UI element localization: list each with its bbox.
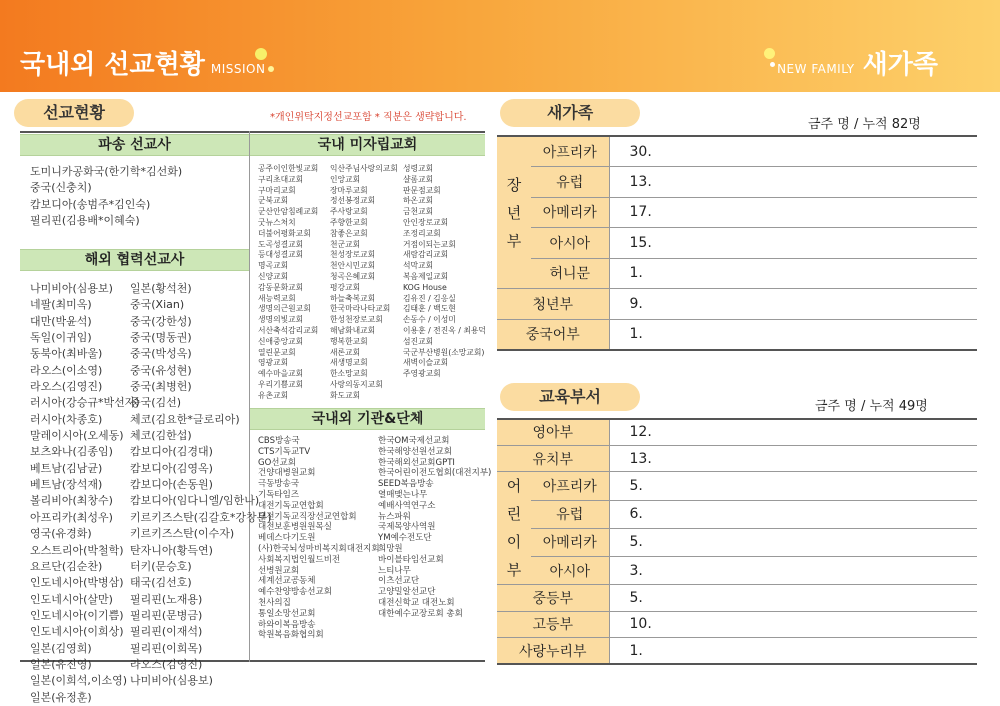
row-label: 유치부 — [497, 445, 609, 471]
list-item: 등대성결교회 — [258, 250, 304, 260]
list-item: GO선교회 — [258, 457, 296, 468]
list-item: 선병원교회 — [258, 565, 300, 576]
row-label: 중등부 — [497, 585, 609, 611]
list-item: 우리기쁨교회 — [258, 379, 304, 389]
table-row — [497, 557, 977, 585]
row-value: 5. — [609, 472, 977, 500]
list-item: 인도네시아(이기쁨) — [30, 608, 124, 622]
education-group-label: 어 린 이 부 — [497, 472, 531, 585]
row-label: 유럽 — [531, 500, 609, 528]
list-item: 이용훈 / 전진옥 / 최용덕 — [403, 325, 486, 335]
education-totals: 금주 명 / 누적 49명 — [815, 399, 928, 414]
inst-header: 국내외 기관&단체 — [250, 408, 485, 430]
list-item: 새능력교회 — [258, 293, 296, 303]
table-row — [497, 500, 977, 528]
list-item: 한성천장로교회 — [330, 315, 383, 325]
list-item: 중국(Xian) — [130, 298, 185, 312]
list-item: 대전기독교연합회 — [258, 500, 324, 511]
row-label: 영아부 — [497, 419, 609, 445]
list-item: SEED복음방송 — [378, 479, 434, 490]
list-item: 인도네시아(이희상) — [30, 625, 124, 639]
list-item: 극동방송국 — [258, 479, 300, 490]
list-item: 신양교회 — [258, 271, 289, 281]
overseas-list-col2 — [130, 281, 272, 690]
list-item: 청곡은혜교회 — [330, 271, 376, 281]
list-item: 터키(문승호) — [130, 559, 192, 573]
row-label: 아시아 — [531, 557, 609, 585]
list-item: 필리핀(김용배*이혜숙) — [30, 214, 140, 228]
list-item: (사)한국뇌성마비복지회대전지회 — [258, 543, 380, 554]
row-value: 3. — [609, 557, 977, 585]
list-item: 체코(김요한*글로리아) — [130, 412, 240, 426]
list-item: 도곡성결교회 — [258, 239, 304, 249]
list-item: 새론교회 — [330, 347, 361, 357]
list-item: 성령교회 — [403, 164, 434, 173]
list-item: 새람감리교회 — [403, 250, 449, 260]
domestic-list-col1 — [258, 164, 318, 402]
table-row — [497, 445, 977, 471]
list-item: 예배사역연구소 — [378, 500, 436, 511]
list-item: 아프리카(최성우) — [30, 510, 113, 524]
list-item: 손동수 / 이성미 — [403, 315, 456, 325]
list-item: 대한예수교장로회 총회 — [378, 608, 463, 619]
list-item: CBS방송국 — [258, 436, 300, 446]
list-item: 천성장로교회 — [330, 250, 376, 260]
list-item: 인도네시아(박병삼) — [30, 576, 124, 590]
table-row — [497, 197, 977, 228]
list-item: 유촌교회 — [258, 390, 289, 400]
list-item: 학원복음화협의회 — [258, 630, 324, 641]
list-item: 판문점교회 — [403, 185, 441, 195]
row-label: 아시아 — [531, 228, 609, 259]
list-item: 주영광교회 — [403, 369, 441, 379]
list-item: 동북아(최바울) — [30, 347, 103, 361]
list-item: 뉴스파워 — [378, 511, 411, 522]
list-item: 장마루교회 — [330, 185, 368, 195]
row-value: 30. — [609, 136, 977, 167]
list-item: 명곡교회 — [258, 261, 289, 271]
row-value: 13. — [609, 445, 977, 471]
new-family-pill: 새가족 — [500, 99, 640, 127]
list-item: 필리핀(이희목) — [130, 641, 203, 655]
list-item: 화도교회 — [330, 390, 361, 400]
list-item: 김태훈 / 백도현 — [403, 304, 456, 314]
list-item: 공주이인한빛교회 — [258, 164, 319, 173]
list-item: 고양밀알선교단 — [378, 587, 436, 598]
list-item: 거점이되는교회 — [403, 239, 456, 249]
list-item: 중국(강한성) — [130, 314, 192, 328]
row-label: 아메리카 — [531, 197, 609, 228]
dispatch-list — [30, 164, 182, 229]
list-item: 세계선교공동체 — [258, 576, 316, 587]
list-item: 인도네시아(살만) — [30, 592, 113, 606]
row-value: 5. — [609, 585, 977, 611]
list-item: 오스트리아(박철학) — [30, 543, 124, 557]
list-item: 영국(유경화) — [30, 527, 92, 541]
overseas-list-col1 — [30, 281, 140, 706]
row-value: 10. — [609, 611, 977, 637]
table-row — [497, 472, 977, 500]
list-item: 천사의집 — [258, 597, 291, 608]
list-item: 키르키즈스탄(김갈호*강창문) — [130, 510, 272, 524]
list-item: 중국(박성옥) — [130, 347, 192, 361]
list-item: 필리핀(노재용) — [130, 592, 203, 606]
domestic-list-col3 — [403, 164, 486, 380]
table-row — [497, 136, 977, 167]
list-item: 기독타임즈 — [258, 489, 300, 500]
list-item: 나미비아(심용보) — [130, 674, 213, 688]
list-item: 서산축석감리교회 — [258, 325, 319, 335]
list-item: 중국(최병헌) — [130, 380, 192, 394]
list-item: 러시아(강승규*박선자) — [30, 396, 140, 410]
header-right-sub: NEW FAMILY — [777, 62, 855, 76]
list-item: 바이블타임선교회 — [378, 554, 444, 565]
list-item: 한국해외선교회GPTI — [378, 457, 455, 468]
list-item: 네팔(최미옥) — [30, 298, 92, 312]
list-item: 예수마을교회 — [258, 369, 304, 379]
list-item: 군산안암침례교회 — [258, 207, 319, 217]
list-item: 필리핀(이재석) — [130, 625, 203, 639]
list-item: 생명의빛교회 — [258, 315, 304, 325]
overseas-header: 해외 협력선교사 — [20, 249, 249, 271]
table-row — [497, 585, 977, 611]
decor-dot — [268, 66, 274, 72]
list-item: 하온교회 — [403, 196, 434, 206]
list-item: 영광교회 — [258, 358, 289, 368]
list-item: 구마리교회 — [258, 185, 296, 195]
education-pill: 교육부서 — [500, 383, 640, 411]
row-value: 17. — [609, 197, 977, 228]
list-item: CTS기독교TV — [258, 446, 311, 457]
list-item: 중국(유성현) — [130, 363, 192, 377]
list-item: KOG House — [403, 282, 447, 292]
list-item: 일본(황석천) — [130, 282, 192, 295]
education-table — [497, 418, 977, 665]
decor-dot — [770, 62, 775, 67]
list-item: 느티나무 — [378, 565, 411, 576]
list-item: 일본(김영희) — [30, 641, 92, 655]
row-value: 15. — [609, 228, 977, 259]
list-item: 한국OM국제선교회 — [378, 436, 450, 446]
row-label: 사랑누리부 — [497, 638, 609, 664]
list-item: 익산주님사랑의교회 — [330, 164, 398, 173]
list-item: 대만(박윤석) — [30, 314, 92, 328]
row-value: 9. — [609, 289, 977, 320]
list-item: 안인장로교회 — [403, 217, 449, 227]
list-item: 사회복지법인월드비전 — [258, 554, 341, 565]
list-item: 샬롬교회 — [403, 174, 434, 184]
list-item: 대전기독교직장선교연합회 — [258, 511, 357, 522]
list-item: 정선봉정교회 — [330, 196, 376, 206]
list-item: 베트남(장석재) — [30, 478, 103, 492]
list-item: 중국(명동권) — [130, 331, 192, 345]
list-item: YM예수전도단 — [378, 533, 432, 544]
row-value: 1. — [609, 319, 977, 350]
list-item: 캄보디아(김영옥) — [130, 461, 213, 475]
new-family-totals: 금주 명 / 누적 82명 — [808, 117, 921, 132]
header-right — [777, 44, 938, 81]
list-item: 캄보디아(송범주*김인숙) — [30, 197, 151, 211]
list-item: 참좋은교회 — [330, 228, 368, 238]
list-item: 생명의근원교회 — [258, 304, 311, 314]
list-item: 일본(유정훈) — [30, 690, 92, 704]
table-row — [497, 319, 977, 350]
list-item: 새벽이슬교회 — [403, 358, 449, 368]
list-item: 라오스(이소영) — [30, 363, 103, 377]
list-item: 라오스(김영진) — [130, 657, 203, 671]
new-family-table — [497, 135, 977, 351]
list-item: 조정리교회 — [403, 228, 441, 238]
row-value: 5. — [609, 528, 977, 556]
list-item: 캄보디아(김경대) — [130, 445, 213, 459]
row-value: 6. — [609, 500, 977, 528]
list-item: 도미니카공화국(한기학*김선화) — [30, 165, 183, 178]
list-item: 말레이시아(오세동) — [30, 429, 124, 443]
list-item: 요르단(김순찬) — [30, 559, 103, 573]
new-family-group-label: 장 년 부 — [497, 136, 531, 289]
list-item: 나미비아(심용보) — [30, 282, 113, 295]
list-item: 독일(이귀임) — [30, 331, 92, 345]
row-label: 고등부 — [497, 611, 609, 637]
list-item: 국군부산병원(소망교회) — [403, 347, 485, 357]
list-item: 탄자니아(황득연) — [130, 543, 213, 557]
row-label: 유럽 — [531, 167, 609, 198]
list-item: 국제목양사역원 — [378, 522, 436, 533]
list-item: 대전신학교 대전노회 — [378, 597, 455, 608]
list-item: 한국마라나타교회 — [330, 304, 391, 314]
list-item: 러시아(차종호) — [30, 412, 103, 426]
list-item: 한국어린이전도협회(대전지부) — [378, 468, 492, 479]
row-value: 1. — [609, 258, 977, 289]
table-row — [497, 228, 977, 259]
list-item: 일본(이희석,이소영) — [30, 674, 128, 688]
list-item: 금천교회 — [403, 207, 434, 217]
table-row — [497, 528, 977, 556]
list-item: 구리초대교회 — [258, 174, 304, 184]
domestic-list-col2 — [330, 164, 398, 402]
list-item: 라오스(김영진) — [30, 380, 103, 394]
list-item: 캄보디아(손동원) — [130, 478, 213, 492]
list-item: 천안시민교회 — [330, 261, 376, 271]
list-item: 석막교회 — [403, 261, 434, 271]
list-item: 일본(유진영) — [30, 657, 92, 671]
domestic-header: 국내 미자립교회 — [250, 134, 485, 156]
row-label: 청년부 — [497, 289, 609, 320]
row-value: 1. — [609, 638, 977, 664]
table-row — [497, 611, 977, 637]
list-item: 희망원 — [378, 543, 403, 554]
row-value: 13. — [609, 167, 977, 198]
header-left-title: 국내외 선교현황 — [20, 50, 205, 80]
list-item: 섬진교회 — [403, 336, 434, 346]
list-item: 키르키즈스탄(이수자) — [130, 527, 235, 541]
row-label: 중국어부 — [497, 319, 609, 350]
list-item: 중국(김선) — [130, 396, 182, 410]
row-label: 허니문 — [531, 258, 609, 289]
list-item: 체코(김한섭) — [130, 429, 192, 443]
mission-note: *개인위탁지정선교포함 * 직분은 생략합니다. — [270, 112, 467, 123]
mission-status-pill: 선교현황 — [14, 99, 134, 127]
inst-list-col1 — [258, 436, 380, 641]
row-label: 아프리카 — [531, 472, 609, 500]
table-row — [497, 289, 977, 320]
list-item: 주향한교회 — [330, 217, 368, 227]
list-item: 열린문교회 — [258, 347, 296, 357]
list-item: 행복한교회 — [330, 336, 368, 346]
header-left-sub: MISSION — [210, 62, 266, 76]
list-item: 복음제일교회 — [403, 271, 449, 281]
list-item: 감동문화교회 — [258, 282, 304, 292]
list-item: 건양대병원교회 — [258, 468, 316, 479]
list-item: 예수찬양방송선교회 — [258, 587, 332, 598]
inst-list-col2 — [378, 436, 491, 620]
header-right-title: 새가족 — [862, 50, 938, 80]
dispatch-header: 파송 선교사 — [20, 134, 249, 156]
list-item: 신애중앙교회 — [258, 336, 304, 346]
list-item: 태국(김선호) — [130, 576, 192, 590]
list-item: 베트남(김남균) — [30, 461, 103, 475]
list-item: 평강교회 — [330, 282, 361, 292]
list-item: 볼리비아(최창수) — [30, 494, 113, 508]
table-row — [497, 167, 977, 198]
header-left — [20, 44, 265, 81]
list-item: 굿뉴스처치 — [258, 217, 296, 227]
list-item: 김유진 / 김응실 — [403, 293, 456, 303]
list-item: 주사랑교회 — [330, 207, 368, 217]
row-label: 아프리카 — [531, 136, 609, 167]
list-item: 한국해양선원선교회 — [378, 446, 452, 457]
row-value: 12. — [609, 419, 977, 445]
list-item: 인앙교회 — [330, 174, 361, 184]
list-item: 해남화내교회 — [330, 325, 376, 335]
list-item: 한소망교회 — [330, 369, 368, 379]
list-item: 하와이복음방송 — [258, 619, 316, 630]
table-row — [497, 638, 977, 664]
list-item: 사랑의동지교회 — [330, 379, 383, 389]
list-item: 천군교회 — [330, 239, 361, 249]
list-item: 베데스다기도원 — [258, 533, 316, 544]
list-item: 통일소망선교회 — [258, 608, 316, 619]
table-row — [497, 419, 977, 445]
list-item: 하늘축복교회 — [330, 293, 376, 303]
header-banner — [0, 0, 1000, 92]
list-item: 새생명교회 — [330, 358, 368, 368]
row-label: 아메리카 — [531, 528, 609, 556]
list-item: 보츠와나(김종임) — [30, 445, 113, 459]
decor-dot — [764, 48, 775, 59]
list-item: 필리핀(문병금) — [130, 608, 203, 622]
table-row — [497, 258, 977, 289]
list-item: 군북교회 — [258, 196, 289, 206]
list-item: 열매맺는나무 — [378, 489, 428, 500]
list-item: 캄보디아(임다니엘/임한나) — [130, 494, 260, 508]
list-item: 더불어평화교회 — [258, 228, 311, 238]
list-item: 대전보훈병원원목실 — [258, 522, 332, 533]
list-item: 이츠선교단 — [378, 576, 420, 587]
list-item: 중국(신충치) — [30, 181, 92, 195]
